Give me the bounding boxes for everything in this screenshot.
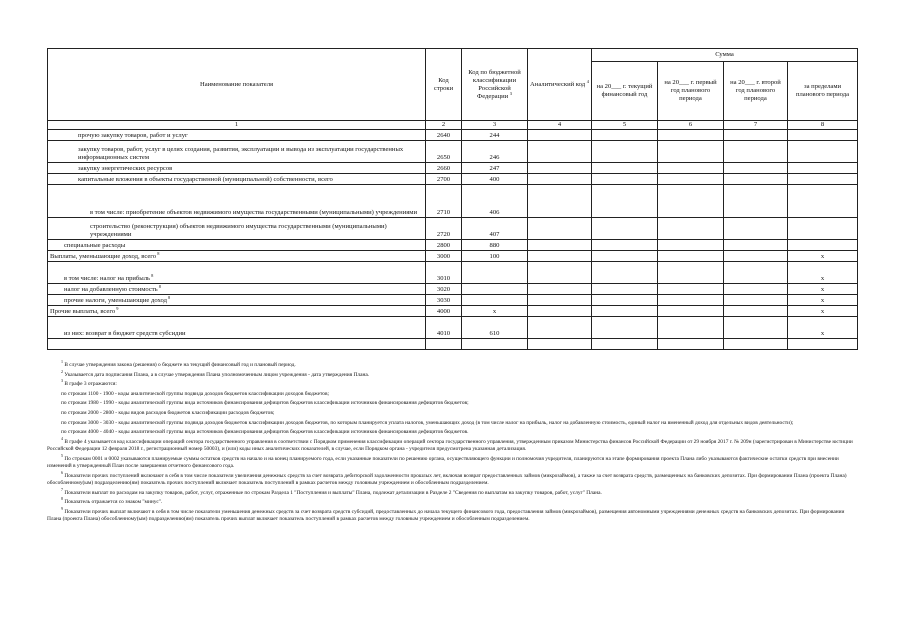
footnote: по строкам 1100 - 1900 - коды аналитической группы подвида доходов бюджетов классификации доходов бюджетов; <box>61 390 330 397</box>
row-sum-col7 <box>724 163 788 174</box>
row-sum-col5 <box>592 240 658 251</box>
footnote: $^3$ В графе 3 отражаются: <box>61 378 117 388</box>
row-sum-col5 <box>592 262 658 284</box>
row-sum-col6 <box>658 141 724 163</box>
row-analytic-code <box>528 339 592 350</box>
row-budget-code: 407 <box>462 218 528 240</box>
row-sum-col8: x <box>788 306 858 317</box>
row-code <box>426 339 462 350</box>
table-row <box>48 295 858 306</box>
row-sum-col7 <box>724 262 788 284</box>
row-name: прочую закупку товаров, работ и услуг <box>48 130 426 141</box>
row-analytic-code <box>528 295 592 306</box>
column-number: 1 <box>48 121 426 130</box>
row-name: специальные расходы <box>48 240 426 251</box>
header-budget-code: Код по бюджетной классификации Российской Федерации $^3$ <box>462 49 528 121</box>
row-sum-col8: x <box>788 251 858 262</box>
footnote: по строкам 3000 - 3030 - коды аналитической группы подвида доходов бюджетов классификации доходов бюджетов, по которым планируется уплата налогов, уменьшающих доход (в том числе налог на прибыль, налог на добавленную стоимость, единый налог на вмененный доход для отдельных видов деятельности); <box>61 419 794 426</box>
row-budget-code <box>462 284 528 295</box>
row-sum-col6 <box>658 218 724 240</box>
row-sum-col7 <box>724 218 788 240</box>
row-sum-col6 <box>658 306 724 317</box>
row-sum-col7 <box>724 339 788 350</box>
footnotes <box>47 359 857 526</box>
row-sum-col8 <box>788 141 858 163</box>
header-col5: на 20___ г. текущий финансовый год <box>592 62 658 121</box>
footnote: $^1$ В случае утверждения закона (решения) о бюджете на текущий финансовый год и плановый период. <box>61 359 296 368</box>
row-sum-col5 <box>592 130 658 141</box>
row-name: налог на добавленную стоимость $^8$ <box>48 284 426 295</box>
row-name: закупку товаров, работ, услуг в целях создания, развития, эксплуатации и вывода из эксплуатации государственных информационных систем <box>48 141 426 163</box>
table-row <box>48 262 858 284</box>
row-sum-col6 <box>658 339 724 350</box>
row-sum-col6 <box>658 251 724 262</box>
row-sum-col7 <box>724 284 788 295</box>
row-budget-code: 247 <box>462 163 528 174</box>
table-row <box>48 163 858 174</box>
column-number: 4 <box>528 121 592 130</box>
row-analytic-code <box>528 284 592 295</box>
footnote: $^4$ В графе 4 указывается код классификации операций сектора государственного управления в соответствии с Порядком применения классификации операций сектора государственного управления, утвержденным приказом Министерства финансов Российской Федерации от 29 ноября 2017 г. № 209н (зарегистрирован в Министерстве юстиции Российской Федерации 12 февраля 2018 г., регистрационный номер 50003), и (или) коды иных аналитических показателей, в случае, если Порядком органа - учредителя предусмотрена указанная детализация. <box>47 435 853 453</box>
row-budget-code <box>462 295 528 306</box>
table-row <box>48 317 858 339</box>
row-sum-col8 <box>788 185 858 218</box>
row-name <box>48 339 426 350</box>
footnote: $^7$ Показатели выплат по расходам на закупку товаров, работ, услуг, отраженные по строкам Раздела 1 "Поступления и выплаты" Плана, подлежат детализации в Разделе 2 "Сведения по выплатам на закупку товаров, работ, услуг" Плана. <box>61 486 602 496</box>
row-analytic-code <box>528 185 592 218</box>
row-name: из них: возврат в бюджет средств субсидии <box>48 317 426 339</box>
row-sum-col7 <box>724 141 788 163</box>
header-name: Наименование показателя <box>48 49 426 121</box>
row-sum-col6 <box>658 295 724 306</box>
row-sum-col7 <box>724 295 788 306</box>
row-analytic-code <box>528 251 592 262</box>
footnote: по строкам 2000 - 2800 - коды видов расходов бюджетов классификации расходов бюджетов; <box>61 409 275 416</box>
row-sum-col6 <box>658 284 724 295</box>
row-sum-col8 <box>788 163 858 174</box>
row-budget-code: 244 <box>462 130 528 141</box>
column-number: 6 <box>658 121 724 130</box>
column-number: 3 <box>462 121 528 130</box>
row-sum-col7 <box>724 130 788 141</box>
row-sum-col7 <box>724 317 788 339</box>
row-sum-col5 <box>592 185 658 218</box>
row-analytic-code <box>528 141 592 163</box>
table-row <box>48 174 858 185</box>
row-sum-col8 <box>788 218 858 240</box>
row-budget-code: 880 <box>462 240 528 251</box>
row-code: 2650 <box>426 141 462 163</box>
row-analytic-code <box>528 262 592 284</box>
row-sum-col5 <box>592 141 658 163</box>
row-sum-col8 <box>788 339 858 350</box>
row-code: 2700 <box>426 174 462 185</box>
table-row <box>48 130 858 141</box>
row-sum-col7 <box>724 306 788 317</box>
row-sum-col6 <box>658 317 724 339</box>
row-sum-col5 <box>592 218 658 240</box>
row-analytic-code <box>528 130 592 141</box>
footnote: $^8$ Показатель отражается со знаком "минус". <box>61 496 163 506</box>
table-row <box>48 251 858 262</box>
row-sum-col7 <box>724 251 788 262</box>
header-sum: Сумма <box>592 49 858 62</box>
row-sum-col8: x <box>788 284 858 295</box>
row-sum-col6 <box>658 130 724 141</box>
row-sum-col6 <box>658 163 724 174</box>
footnote: $^5$ По строкам 0001 и 0002 указываются планируемые суммы остатков средств на начало и на конец планируемого года, если указанные показатели по решению органа, осуществляющего функции и полномочия учредителя, планируются на этапе формирования проекта Плана либо указываются фактические остатки средств при внесении изменений в утвержденный План после завершения отчетного финансового года. <box>47 452 839 470</box>
header-col7: на 20___ г. второй год планового периода <box>724 62 788 121</box>
row-sum-col5 <box>592 251 658 262</box>
row-budget-code: x <box>462 306 528 317</box>
row-code: 2800 <box>426 240 462 251</box>
table-body <box>48 130 858 350</box>
row-analytic-code <box>528 240 592 251</box>
row-budget-code <box>462 262 528 284</box>
row-sum-col5 <box>592 306 658 317</box>
row-sum-col5 <box>592 295 658 306</box>
row-sum-col8: x <box>788 262 858 284</box>
row-code: 2640 <box>426 130 462 141</box>
row-sum-col5 <box>592 317 658 339</box>
column-number: 8 <box>788 121 858 130</box>
row-name: Выплаты, уменьшающие доход, всего $^8$ <box>48 251 426 262</box>
row-name: строительство (реконструкция) объектов недвижимого имущества государственными (муниципальными) учреждениями <box>48 218 426 240</box>
row-analytic-code <box>528 306 592 317</box>
row-sum-col8 <box>788 174 858 185</box>
footnote: по строкам 1980 - 1990 - коды аналитической группы вида источников финансирования дефицитов бюджетов классификации источников финансирования дефицитов бюджетов; <box>61 400 469 407</box>
row-analytic-code <box>528 317 592 339</box>
row-sum-col6 <box>658 174 724 185</box>
row-sum-col7 <box>724 240 788 251</box>
row-budget-code: 100 <box>462 251 528 262</box>
row-budget-code: 246 <box>462 141 528 163</box>
row-budget-code: 400 <box>462 174 528 185</box>
row-name: прочие налоги, уменьшающие доход $^8$ <box>48 295 426 306</box>
footnote: $^2$ Указывается дата подписания Плана, а в случае утверждения Плана уполномоченным лицом учреждения - дата утверждения Плана. <box>61 368 370 378</box>
header-code-row: Код строки <box>426 49 462 121</box>
row-name: в том числе: приобретение объектов недвижимого имущества государственными (муниципальными) учреждениями <box>48 185 426 218</box>
row-analytic-code <box>528 174 592 185</box>
row-name: в том числе: налог на прибыль $^8$ <box>48 262 426 284</box>
header-col8: за пределами планового периода <box>788 62 858 121</box>
table-row <box>48 141 858 163</box>
plan-table <box>47 48 858 350</box>
row-code: 2720 <box>426 218 462 240</box>
row-name: закупку энергетических ресурсов <box>48 163 426 174</box>
row-code: 3010 <box>426 262 462 284</box>
table-row <box>48 185 858 218</box>
row-sum-col5 <box>592 339 658 350</box>
row-budget-code <box>462 339 528 350</box>
row-sum-col5 <box>592 163 658 174</box>
row-sum-col8: x <box>788 295 858 306</box>
header-col6: на 20___ г. первый год планового периода <box>658 62 724 121</box>
row-analytic-code <box>528 163 592 174</box>
row-sum-col5 <box>592 174 658 185</box>
header-analytic-code: Аналитический код $^4$ <box>528 49 592 121</box>
table-row <box>48 218 858 240</box>
table-row <box>48 306 858 317</box>
column-number: 2 <box>426 121 462 130</box>
row-code: 2710 <box>426 185 462 218</box>
row-sum-col6 <box>658 262 724 284</box>
row-code: 2660 <box>426 163 462 174</box>
column-number: 5 <box>592 121 658 130</box>
row-sum-col7 <box>724 174 788 185</box>
row-sum-col8 <box>788 130 858 141</box>
column-numbers-row <box>48 121 858 130</box>
row-sum-col7 <box>724 185 788 218</box>
footnote: $^9$ Показатели прочих выплат включают в себя в том числе показатели уменьшения денежных средств за счет возврата средств субсидий, предоставленных до начала текущего финансового года, предоставления займов (микрозаймов), размещения автономными учреждениями денежных средств на банковских депозитах. При формировании Плана (проекта Плана) обособленному(ым) подразделению(ям) показатель прочих выплат включает показатель поступлений в рамках расчетов между головным учреждением и обособленным подразделением. <box>47 506 845 523</box>
row-budget-code: 610 <box>462 317 528 339</box>
row-code: 4000 <box>426 306 462 317</box>
column-number: 7 <box>724 121 788 130</box>
row-sum-col6 <box>658 240 724 251</box>
row-budget-code: 406 <box>462 185 528 218</box>
row-sum-col6 <box>658 185 724 218</box>
row-analytic-code <box>528 218 592 240</box>
row-sum-col8 <box>788 240 858 251</box>
table-row <box>48 240 858 251</box>
row-code: 3000 <box>426 251 462 262</box>
footnote: по строкам 4000 - 4040 - коды аналитической группы вида источников финансирования дефицитов бюджетов классификации источников финансирования дефицитов бюджетов. <box>61 429 469 436</box>
row-code: 3020 <box>426 284 462 295</box>
table-row <box>48 339 858 350</box>
row-code: 4010 <box>426 317 462 339</box>
row-name: капитальные вложения в объекты государственной (муниципальной) собственности, всего <box>48 174 426 185</box>
row-sum-col5 <box>592 284 658 295</box>
table-row <box>48 284 858 295</box>
footnote: $^6$ Показатели прочих поступлений включают в себя в том числе показатели увеличения денежных средств за счет возврата дебиторской задолженности прошлых лет, включая возврат предоставленных займов (микрозаймов), а также за счет возврата средств, размещенных на банковских депозитах. При формировании Плана (проекта Плана) обособленному(ым) подразделению(ям) показатель прочих поступлений включает показатель поступлений в рамках расчетов между головным учреждением и обособленным подразделением. <box>47 469 847 487</box>
row-name: Прочие выплаты, всего $^9$ <box>48 306 426 317</box>
row-sum-col8: x <box>788 317 858 339</box>
row-code: 3030 <box>426 295 462 306</box>
